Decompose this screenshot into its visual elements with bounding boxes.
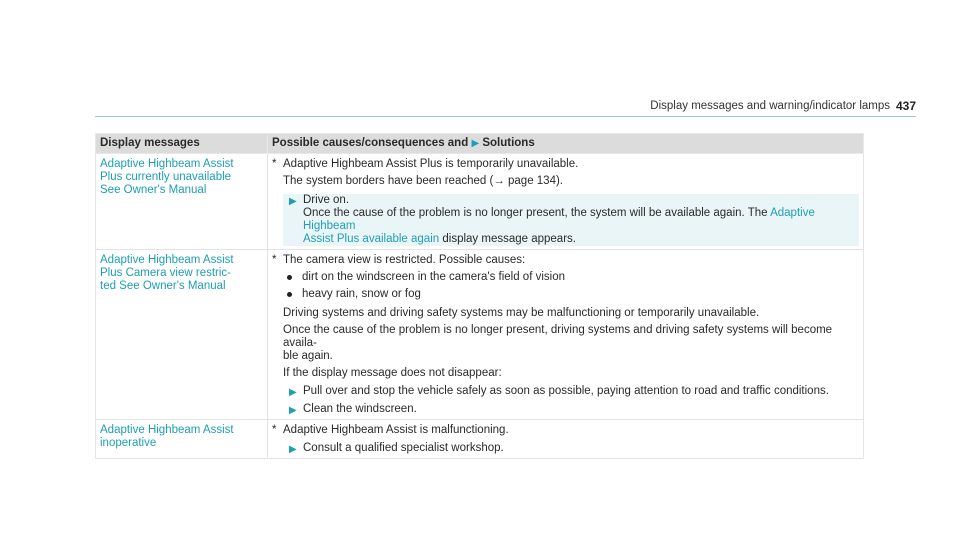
list-item (283, 271, 859, 284)
action-text: Pull over and stop the vehicle safely as soon as possible, paying attention to road and traffic conditions. (303, 385, 829, 397)
bullet-icon (287, 292, 292, 297)
asterisk-icon: * (272, 424, 277, 436)
play-arrow-icon: ▶ (289, 444, 297, 455)
message-line: Plus currently unavailable (100, 171, 232, 183)
paragraph-line: Once the cause of the problem is no longer present, driving systems and driving safety systems will become availa- (283, 324, 833, 349)
bullet-icon (287, 275, 292, 280)
solution-line (303, 233, 859, 246)
display-message-ref: Adaptive Highbeam (303, 207, 815, 232)
solution-line (303, 207, 859, 233)
cause-cell (268, 154, 864, 250)
causes-header-label: Possible causes/consequences and (272, 137, 469, 149)
message-cell (96, 154, 268, 250)
message-cell (96, 420, 268, 459)
cause-line (272, 424, 859, 437)
play-arrow-icon: ▶ (289, 387, 297, 398)
solution-text: display message appears. (442, 233, 576, 245)
page-number: 437 (895, 99, 916, 113)
cause-text: Adaptive Highbeam Assist is malfunctioning. (283, 424, 509, 436)
table-row (96, 420, 864, 459)
action-text: Consult a qualified specialist workshop. (303, 442, 504, 454)
table-header-row (96, 134, 864, 154)
message-line: ted See Owner's Manual (100, 280, 226, 292)
cause-cell (268, 250, 864, 420)
display-messages-table (95, 133, 864, 459)
message-cell (96, 250, 268, 420)
message-line: Plus Camera view restric- (100, 267, 231, 279)
message-line: See Owner's Manual (100, 184, 207, 196)
list-item (283, 288, 859, 301)
paragraph: If the display message does not disappear: (283, 367, 502, 379)
column-header-causes (268, 134, 864, 154)
cause-text: Adaptive Highbeam Assist Plus is temporarily unavailable. (283, 158, 579, 170)
list-item-text: dirt on the windscreen in the camera's field of vision (302, 271, 565, 283)
cause-line (272, 254, 859, 267)
solution-block (283, 194, 859, 246)
column-header-messages: Display messages (96, 134, 268, 154)
cause-cell (268, 420, 864, 459)
action-step (283, 442, 859, 455)
header-divider (95, 116, 916, 117)
action-text: Clean the windscreen. (303, 403, 417, 415)
cause-line (272, 158, 859, 171)
play-arrow-icon: ▶ (289, 405, 297, 416)
table-row (96, 154, 864, 250)
cause-detail (272, 175, 859, 188)
message-line: Adaptive Highbeam Assist (100, 254, 234, 266)
solution-line: Drive on. (303, 194, 350, 206)
display-message-ref: Assist Plus available again (303, 233, 440, 245)
paragraph: Driving systems and driving safety systems may be malfunctioning or temporarily unavailable. (283, 307, 760, 319)
asterisk-icon: * (272, 254, 277, 266)
message-line: Adaptive Highbeam Assist (100, 424, 234, 436)
paragraph (272, 324, 859, 363)
asterisk-icon: * (272, 158, 277, 170)
play-arrow-icon: ▶ (471, 138, 480, 149)
solution-text: Once the cause of the problem is no longer present, the system will be available again. The (303, 207, 768, 219)
list-item-text: heavy rain, snow or fog (302, 288, 421, 300)
detail-text: The system borders have been reached (→ page 134). (283, 175, 563, 187)
solutions-header-label: Solutions (482, 137, 535, 149)
message-line: inoperative (100, 437, 157, 449)
section-title: Display messages and warning/indicator lamps (650, 100, 890, 112)
table-row (96, 250, 864, 420)
paragraph-line: ble again. (283, 350, 333, 362)
action-step (283, 385, 859, 398)
cause-text: The camera view is restricted. Possible causes: (283, 254, 526, 266)
action-step (283, 403, 859, 416)
message-line: Adaptive Highbeam Assist (100, 158, 234, 170)
play-arrow-icon: ▶ (289, 196, 297, 207)
